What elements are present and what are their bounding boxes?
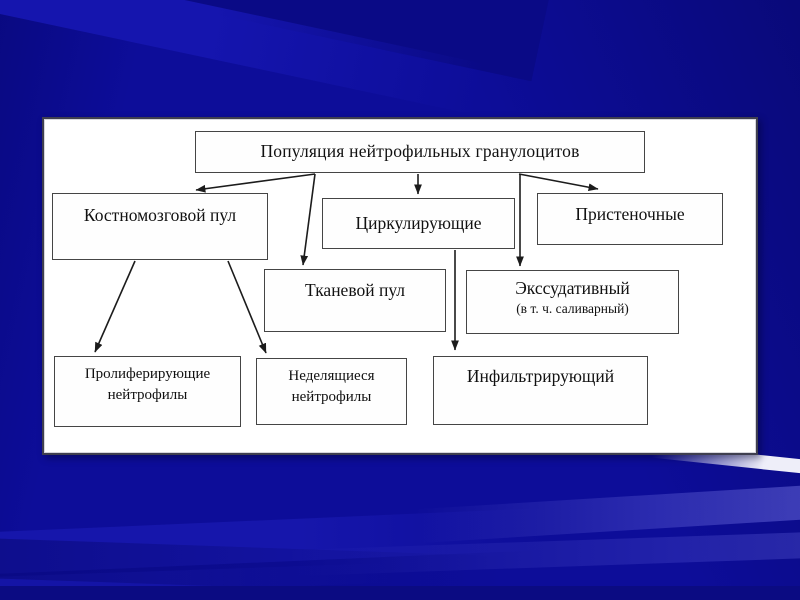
- bg-streak-bottom-left-2: [0, 562, 410, 597]
- bg-streak-bottom-left-1: [0, 507, 570, 575]
- node-bone-marrow-pool: [52, 193, 268, 260]
- node-tissue-pool: [264, 269, 446, 332]
- node-proliferating-neutrophils: [54, 356, 241, 427]
- bg-streak-top-left-dark: [0, 0, 555, 81]
- node-infiltrating-label: Инфильтрирующий: [466, 366, 615, 386]
- node-tissue-pool-label: Тканевой пул: [304, 280, 406, 300]
- node-circulating-label: Циркулирующие: [355, 212, 482, 233]
- node-bone-marrow-pool-label: Костномозговой пул: [83, 205, 237, 225]
- bg-streak-bottom-dark-wedge: [0, 538, 550, 598]
- node-population-title-label: Популяция нейтрофильных гранулоцитов: [260, 141, 580, 162]
- node-circulating: [322, 198, 515, 249]
- node-population-title: [195, 131, 645, 173]
- bg-streak-top-left-bright: [0, 0, 509, 120]
- bg-streak-bottom-right-1: [380, 485, 800, 546]
- node-non-dividing-neutrophils-label: Неделящиеся нейтрофилы: [288, 368, 375, 405]
- node-exudative: [466, 270, 679, 334]
- node-exudative-sublabel: (в т. ч. саливарный): [516, 300, 629, 316]
- node-infiltrating: [433, 356, 648, 425]
- node-proliferating-neutrophils-label: Пролиферирующие нейтрофилы: [84, 366, 211, 403]
- node-exudative-label: Экссудативный: [515, 278, 630, 298]
- node-parietal: [537, 193, 723, 245]
- node-non-dividing-neutrophils: [256, 358, 407, 425]
- node-parietal-label: Пристеночные: [575, 204, 685, 224]
- bg-bottom-bar: [0, 586, 800, 600]
- bg-streak-bottom-right-2: [230, 532, 800, 579]
